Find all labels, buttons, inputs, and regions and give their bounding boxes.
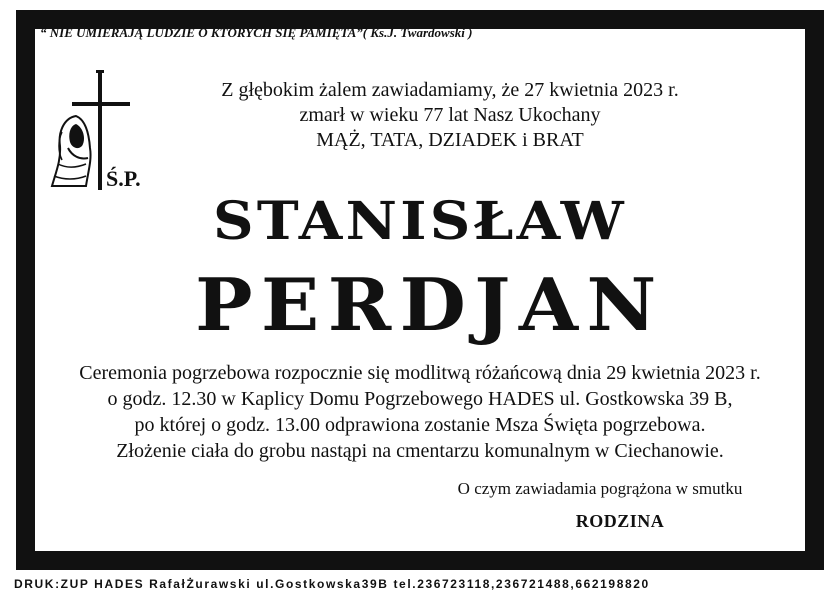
ceremony-details bbox=[40, 360, 800, 464]
family-signature: RODZINA bbox=[575, 511, 665, 531]
announcement-intro bbox=[150, 78, 750, 153]
printer-footer: DRUK:ZUP HADES RafałŻurawski ul.Gostkowska39B tel.236723118,236721488,662198820 bbox=[14, 577, 650, 591]
deceased-first-name: STANISŁAW bbox=[213, 191, 627, 252]
ceremony-line: Ceremonia pogrzebowa rozpocznie się modlitwą różańcową dnia 29 kwietnia 2023 r. bbox=[79, 362, 761, 384]
ceremony-line: po której o godz. 13.00 odprawiona zostanie Msza Święta pogrzebowa. bbox=[134, 414, 706, 436]
ceremony-line: Złożenie ciała do grobu nastąpi na cmentarzu komunalnym w Ciechanowie. bbox=[116, 440, 724, 462]
sp-label: Ś.P. bbox=[106, 166, 141, 191]
ceremony-line: o godz. 12.30 w Kaplicy Domu Pogrzebowego HADES ul. Gostkowska 39 B, bbox=[107, 388, 733, 410]
deceased-surname: PERDJAN bbox=[195, 262, 665, 347]
signoff-text: O czym zawiadamia pogrążona w smutku bbox=[457, 479, 743, 498]
intro-line: Z głębokim żalem zawiadamiamy, że 27 kwietnia 2023 r. bbox=[221, 79, 679, 101]
intro-line: zmarł w wieku 77 lat Nasz Ukochany bbox=[299, 104, 601, 126]
intro-line: MĄŻ, TATA, DZIADEK i BRAT bbox=[316, 129, 584, 151]
motto-quote: “ NIE UMIERAJĄ LUDZIE O KTÓRYCH SIĘ PAMIĘTA”( Ks.J. Twardowski ) bbox=[40, 25, 473, 40]
